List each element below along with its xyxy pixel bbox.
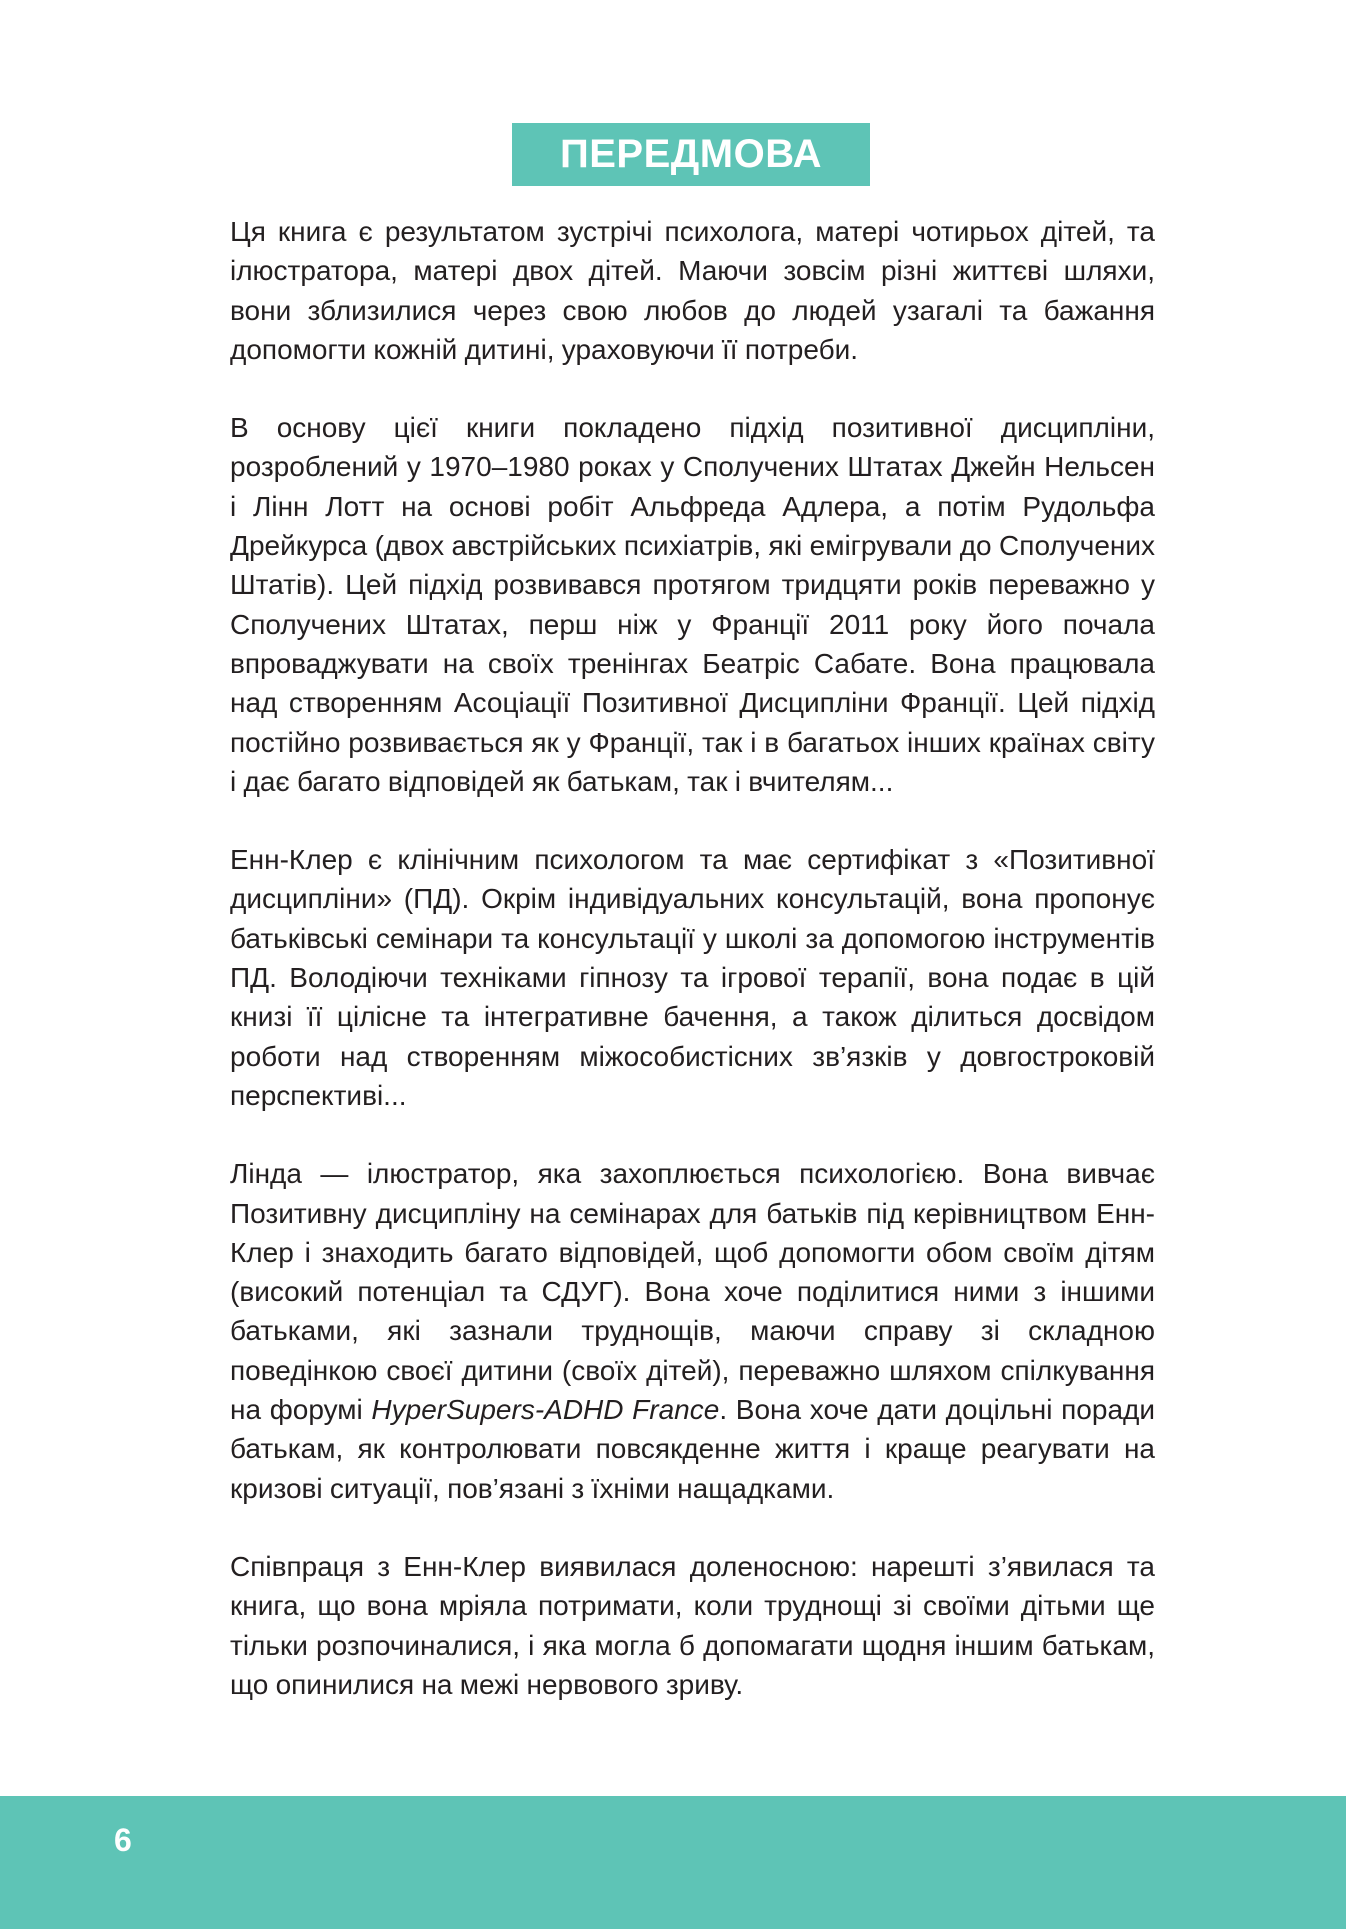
page-number: 6 [114, 1822, 132, 1858]
paragraph-ann-claire: Енн-Клер є клінічним психологом та має сертифікат з «Позитивної дисципліни» (ПД). Окрім індивідуальних консультацій, вона пропонує батьківські семінари та консультації у школі за допомогою інструментів ПД. Володіючи техніками гіпнозу та ігрової терапії, вона подає в цій книзі її цілісне та інтегративне бачення, а також ділиться досвідом роботи над створенням міжособистісних зв’язків у довгостроковій перспективі... [230, 844, 1155, 1111]
paragraph-positive-discipline: В основу цієї книги покладено підхід позитивної дисципліни, розроблений у 1970–1980 роках у Сполучених Штатах Джейн Нельсен і Лінн Лотт на основі робіт Альфреда Адлера, а потім Рудольфа Дрейкурса (двох австрійських психіатрів, які емігрували до Сполучених Штатів). Цей підхід розвивався протягом тридцяти років переважно у Сполучених Штатах, перш ніж у Франції 2011 року його почала впроваджувати на своїх тренінгах Беатріс Сабате. Вона працювала над створенням Асоціації Позитивної Дисципліни Франції. Цей підхід постійно розвивається як у Франції, так і в багатьох інших країнах світу і дає багато відповідей як батькам, так і вчителям... [230, 412, 1155, 797]
forum-name: HyperSupers-ADHD France [371, 1394, 720, 1426]
paragraph-linda-part-2: . Вона хоче дати доцільні поради батькам, як контролювати повсякденне життя і краще реагувати на кризові ситуації, пов’язані з їхніми нащадками. [230, 1394, 1155, 1504]
paragraph-linda [230, 1154, 1155, 1508]
page-title: ПЕРЕДМОВА [560, 132, 822, 176]
title-banner [512, 123, 870, 186]
body-text [230, 212, 1155, 1704]
footer-band [0, 1796, 1346, 1929]
paragraph-linda-part-1: Лінда — ілюстратор, яка захоплюється психологією. Вона вивчає Позитивну дисципліну на семінарах для батьків під керівництвом Енн-Клер і знаходить багато відповідей, щоб допомогти обом своїм дітям (високий потенціал та СДУГ). Вона хоче поділитися ними з іншими батьками, які зазнали труднощів, маючи справу зі складною поведінкою своєї дитини (своїх дітей), переважно шляхом спілкування на форумі [230, 1158, 1155, 1426]
paragraph-collaboration: Співпраця з Енн-Клер виявилася доленосною: нарешті з’явилася та книга, що вона мріяла потримати, коли труднощі зі своїми дітьми ще тільки розпочиналися, і яка могла б допомагати щодня іншим батькам, що опинилися на межі нервового зриву. [230, 1550, 1155, 1700]
paragraph-intro: Ця книга є результатом зустрічі психолога, матері чотирьох дітей, та ілюстратора, матері двох дітей. Маючи зовсім різні життєві шляхи, вони зблизилися через свою любов до людей узагалі та бажання допомогти кожній дитині, ураховуючи її потреби. [230, 216, 1155, 365]
